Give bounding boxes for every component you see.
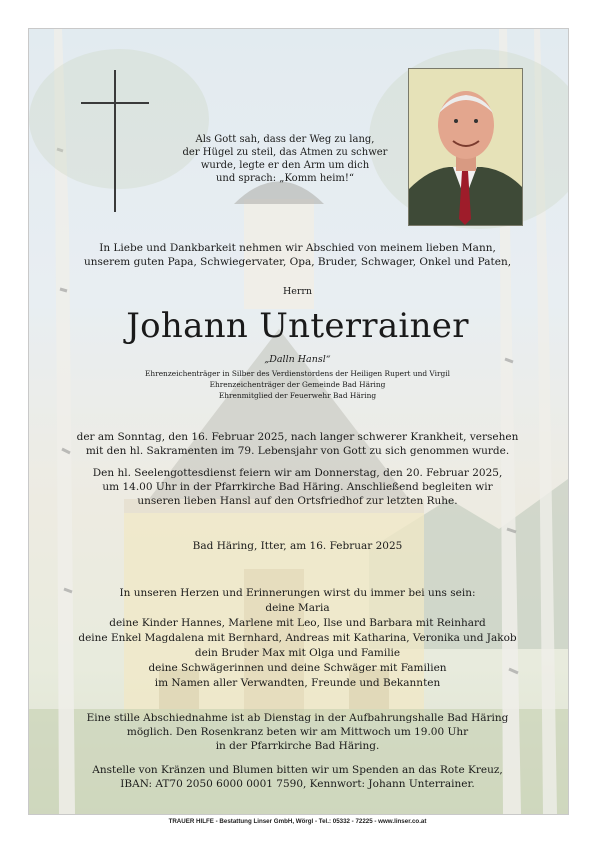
donation-line: Anstelle von Kränzen und Blumen bitten wir um Spenden an das Rote Kreuz, xyxy=(92,764,503,776)
death-line: mit den hl. Sakramenten im 79. Lebensjahr von Gott zu sich genommen wurde. xyxy=(85,445,510,457)
poem xyxy=(150,133,420,185)
farewell-info xyxy=(28,711,567,753)
family-line: dein Bruder Max mit Olga und Familie xyxy=(194,647,401,659)
death-line: der am Sonntag, den 16. Februar 2025, nach langer schwerer Krankheit, versehen xyxy=(76,431,519,443)
funeral-mass xyxy=(28,466,567,508)
place-date: Bad Häring, Itter, am 16. Februar 2025 xyxy=(192,540,403,552)
intro-line: unserem guten Papa, Schwiegervater, Opa, Bruder, Schwager, Onkel und Paten, xyxy=(83,256,512,268)
poem-line: und sprach: „Komm heim!“ xyxy=(215,173,355,184)
nickname: „Dalln Hansl“ xyxy=(264,354,331,365)
family-line: In unseren Herzen und Erinnerungen wirst du immer bei uns sein: xyxy=(119,587,476,599)
salutation: Herrn xyxy=(282,286,313,297)
donation-line: IBAN: AT70 2050 6000 0001 7590, Kennwort: Johann Unterrainer. xyxy=(120,778,475,790)
farewell-line: möglich. Den Rosenkranz beten wir am Mittwoch um 19.00 Uhr xyxy=(126,726,469,738)
family-line: deine Schwägerinnen und deine Schwäger mit Familien xyxy=(148,662,447,674)
poem-line: wurde, legte er den Arm um dich xyxy=(200,160,370,171)
deceased-name: Johann Unterrainer xyxy=(126,306,469,346)
intro-text xyxy=(28,241,567,269)
farewell-line: in der Pfarrkirche Bad Häring. xyxy=(215,740,380,752)
donation-info xyxy=(28,763,567,791)
farewell-line: Eine stille Abschiednahme ist ab Dienstag in der Aufbahrungshalle Bad Häring xyxy=(86,712,509,724)
honor-line: Ehrenzeichenträger der Gemeinde Bad Häring xyxy=(209,380,386,389)
intro-line: In Liebe und Dankbarkeit nehmen wir Abschied von meinem lieben Mann, xyxy=(99,242,496,254)
honor-line: Ehrenmitglied der Feuerwehr Bad Häring xyxy=(218,391,377,400)
honors xyxy=(28,368,567,401)
poem-line: der Hügel zu steil, das Atmen zu schwer xyxy=(182,147,388,158)
mass-line: Den hl. Seelengottesdienst feiern wir am Donnerstag, den 20. Februar 2025, xyxy=(92,467,503,479)
portrait-photo xyxy=(408,68,523,226)
honor-line: Ehrenzeichenträger in Silber des Verdienstordens der Heiligen Rupert und Virgil xyxy=(145,369,450,378)
footer-imprint: TRAUER HILFE - Bestattung Linser GmbH, Wörgl - Tel.: 05332 - 72225 - www.linser.co.at xyxy=(168,818,427,825)
death-notice xyxy=(28,430,567,458)
family-list xyxy=(28,586,567,691)
cross-icon xyxy=(114,70,116,212)
mass-line: unseren lieben Hansl auf den Ortsfriedhof zur letzten Ruhe. xyxy=(137,495,458,507)
family-line: deine Maria xyxy=(265,602,330,614)
family-line: im Namen aller Verwandten, Freunde und Bekannten xyxy=(154,677,441,689)
cross-icon-bar xyxy=(81,102,149,104)
poem-line: Als Gott sah, dass der Weg zu lang, xyxy=(195,134,375,145)
family-line: deine Kinder Hannes, Marlene mit Leo, Ilse und Barbara mit Reinhard xyxy=(109,617,486,629)
portrait-image xyxy=(409,69,522,225)
family-line: deine Enkel Magdalena mit Bernhard, Andreas mit Katharina, Veronika und Jakob xyxy=(78,632,517,644)
mass-line: um 14.00 Uhr in der Pfarrkirche Bad Häring. Anschließend begleiten wir xyxy=(102,481,493,493)
